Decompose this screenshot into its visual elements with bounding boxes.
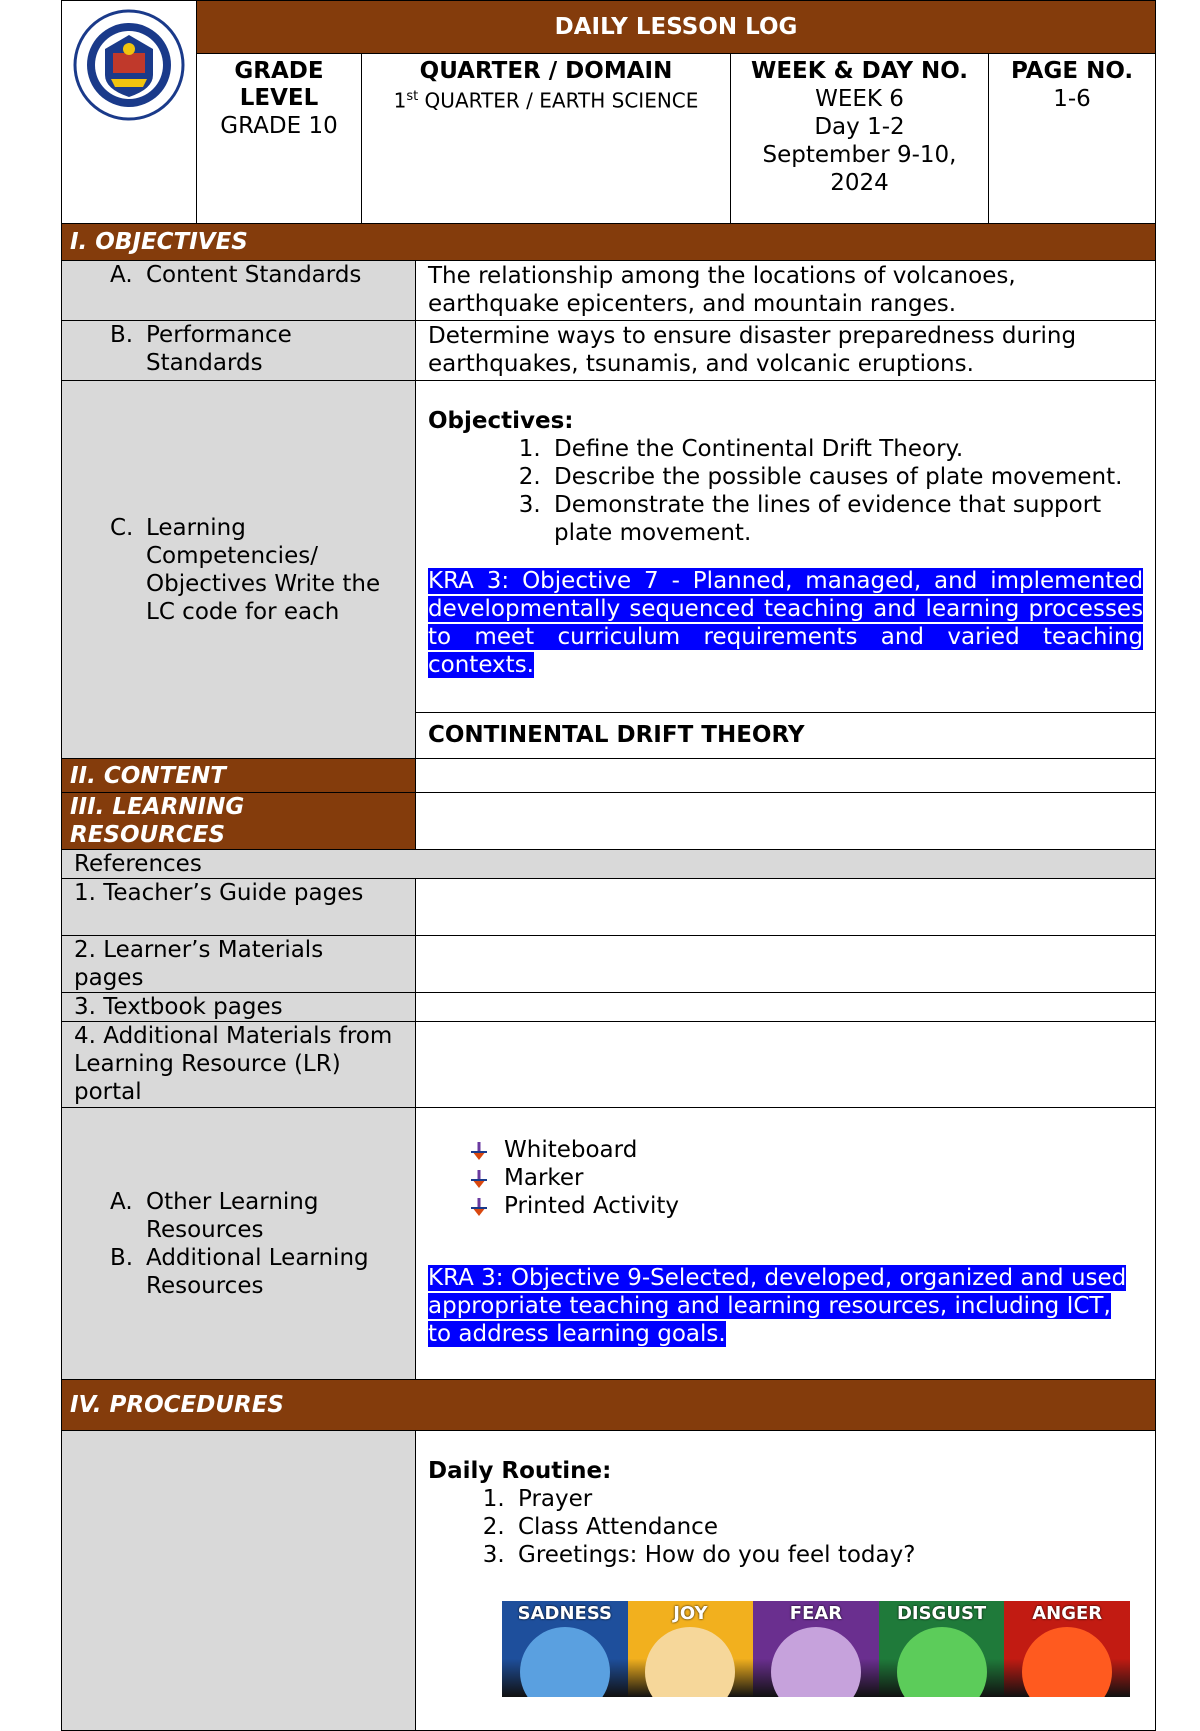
resource-item bbox=[468, 1164, 1143, 1192]
additional-resources-label: Additional Learning Resources bbox=[146, 1244, 369, 1299]
learners-materials-label: 2. Learner’s Materials pages bbox=[62, 936, 416, 993]
emotion-panel bbox=[1004, 1601, 1130, 1697]
routine-item: 3. Greetings: How do you feel today? bbox=[512, 1541, 1143, 1569]
content-value-cell bbox=[416, 759, 1156, 793]
deped-seal-cell bbox=[62, 1, 197, 224]
page-no-label: PAGE NO. bbox=[1010, 58, 1134, 84]
lesson-log-table bbox=[61, 0, 1156, 1731]
objective-item: 2. Describe the possible causes of plate movement. bbox=[548, 463, 1143, 491]
daily-routine-heading: Daily Routine: bbox=[428, 1458, 612, 1484]
emotion-label: ANGER bbox=[1032, 1603, 1103, 1624]
teachers-guide-label: 1. Teacher’s Guide pages bbox=[62, 879, 416, 936]
performance-standards-label: Performance Standards bbox=[146, 322, 292, 376]
emotion-label: FEAR bbox=[789, 1603, 843, 1624]
emotion-label: SADNESS bbox=[517, 1603, 612, 1624]
quarter-ordinal-num: 1 bbox=[393, 88, 407, 113]
objective-item: 3. Demonstrate the lines of evidence that support plate movement. bbox=[548, 491, 1143, 547]
grade-level-value: GRADE 10 bbox=[220, 113, 338, 139]
day-value: Day 1-2 bbox=[814, 114, 905, 140]
resources-list bbox=[428, 1136, 1143, 1220]
week-day-cell bbox=[731, 54, 989, 224]
resource-item-label: Printed Activity bbox=[504, 1193, 679, 1219]
section-content-title: II. CONTENT bbox=[62, 759, 416, 793]
additional-resources-label-num: B. bbox=[110, 1244, 134, 1271]
textbook-label: 3. Textbook pages bbox=[62, 993, 416, 1022]
kra-objective-7-block bbox=[428, 567, 1143, 679]
section-objectives-title: I. OBJECTIVES bbox=[62, 224, 1156, 261]
arrow-bullet-icon bbox=[468, 1196, 490, 1218]
performance-standards-label-cell bbox=[62, 321, 416, 381]
kra-objective-9: KRA 3: Objective 9-Selected, developed, organized and used appropriate teaching and learning resources, including ICT, to address learning goals. bbox=[428, 1265, 1127, 1347]
emotion-panel bbox=[879, 1601, 1005, 1697]
learners-materials-value bbox=[416, 936, 1156, 993]
quarter-domain-cell bbox=[362, 54, 731, 224]
section-procedures-title: IV. PROCEDURES bbox=[62, 1380, 1156, 1431]
grade-level-label: GRADE LEVEL bbox=[234, 58, 324, 111]
resource-item-label: Whiteboard bbox=[504, 1137, 638, 1163]
competencies-label-num: C. bbox=[110, 514, 134, 541]
week-value: WEEK 6 bbox=[815, 86, 904, 112]
other-resources-label-cell bbox=[62, 1108, 416, 1380]
objectives-list bbox=[428, 435, 1143, 547]
learning-resources-value-cell bbox=[416, 793, 1156, 850]
objectives-heading: Objectives: bbox=[428, 408, 574, 434]
additional-materials-value bbox=[416, 1022, 1156, 1108]
content-standards-label-num: A. bbox=[110, 262, 133, 288]
date-value: September 9-10, 2024 bbox=[762, 142, 957, 196]
content-standards-label: Content Standards bbox=[146, 262, 362, 288]
kra-objective-9-block bbox=[428, 1264, 1143, 1348]
objectives-cell bbox=[416, 381, 1156, 713]
arrow-bullet-icon bbox=[468, 1168, 490, 1190]
resource-item bbox=[468, 1136, 1143, 1164]
routine-list bbox=[428, 1485, 1143, 1569]
quarter-domain-label: QUARTER / DOMAIN bbox=[419, 58, 673, 84]
emotion-face bbox=[645, 1627, 735, 1697]
quarter-value-rest: QUARTER / EARTH SCIENCE bbox=[418, 88, 699, 113]
competencies-label: Learning Competencies/ Objectives Write the LC code for each bbox=[146, 514, 381, 625]
emotion-face bbox=[771, 1627, 861, 1697]
topic-title: CONTINENTAL DRIFT THEORY bbox=[416, 713, 1156, 759]
resource-item-label: Marker bbox=[504, 1165, 584, 1191]
routine-item: 1. Prayer bbox=[512, 1485, 1143, 1513]
emotion-label: DISGUST bbox=[896, 1603, 987, 1624]
quarter-domain-value bbox=[362, 85, 730, 113]
page-no-cell bbox=[989, 54, 1156, 224]
performance-standards-label-num: B. bbox=[110, 322, 134, 348]
textbook-value bbox=[416, 993, 1156, 1022]
section-learning-resources-title: III. LEARNING RESOURCES bbox=[62, 793, 416, 850]
resources-cell bbox=[416, 1108, 1156, 1380]
content-standards-text: The relationship among the locations of volcanoes, earthquake epicenters, and mountain ranges. bbox=[416, 261, 1156, 321]
emotion-panel bbox=[502, 1601, 628, 1697]
procedures-label-cell bbox=[62, 1431, 416, 1731]
additional-materials-label: 4. Additional Materials from Learning Resource (LR) portal bbox=[62, 1022, 416, 1108]
document-title: DAILY LESSON LOG bbox=[197, 1, 1156, 54]
teachers-guide-value bbox=[416, 879, 1156, 936]
emotion-panel bbox=[628, 1601, 754, 1697]
grade-level-cell bbox=[197, 54, 362, 224]
emotion-panel bbox=[753, 1601, 879, 1697]
emotion-face bbox=[1022, 1627, 1112, 1697]
daily-routine-cell bbox=[416, 1431, 1156, 1731]
references-label: References bbox=[62, 850, 1156, 879]
performance-standards-text: Determine ways to ensure disaster preparedness during earthquakes, tsunamis, and volcanic eruptions. bbox=[416, 321, 1156, 381]
other-resources-label: Other Learning Resources bbox=[146, 1188, 319, 1243]
deped-seal-logo bbox=[73, 9, 185, 121]
content-standards-label-cell bbox=[62, 261, 416, 321]
page-no-value: 1-6 bbox=[1053, 86, 1091, 112]
objective-item: 1. Define the Continental Drift Theory. bbox=[548, 435, 1143, 463]
emotion-face bbox=[520, 1627, 610, 1697]
quarter-ordinal-sup: st bbox=[406, 89, 419, 104]
week-day-label: WEEK & DAY NO. bbox=[750, 58, 969, 84]
arrow-bullet-icon bbox=[468, 1140, 490, 1162]
routine-item: 2. Class Attendance bbox=[512, 1513, 1143, 1541]
other-resources-label-num: A. bbox=[110, 1188, 133, 1215]
emotions-image bbox=[502, 1601, 1130, 1697]
competencies-label-cell bbox=[62, 381, 416, 759]
resource-item bbox=[468, 1192, 1143, 1220]
emotion-label: JOY bbox=[673, 1603, 708, 1624]
emotion-face bbox=[897, 1627, 987, 1697]
kra-objective-7: KRA 3: Objective 7 - Planned, managed, and implemented developmentally sequenced teaching and learning processes to meet curriculum requirements and varied teaching contexts. bbox=[428, 568, 1144, 678]
